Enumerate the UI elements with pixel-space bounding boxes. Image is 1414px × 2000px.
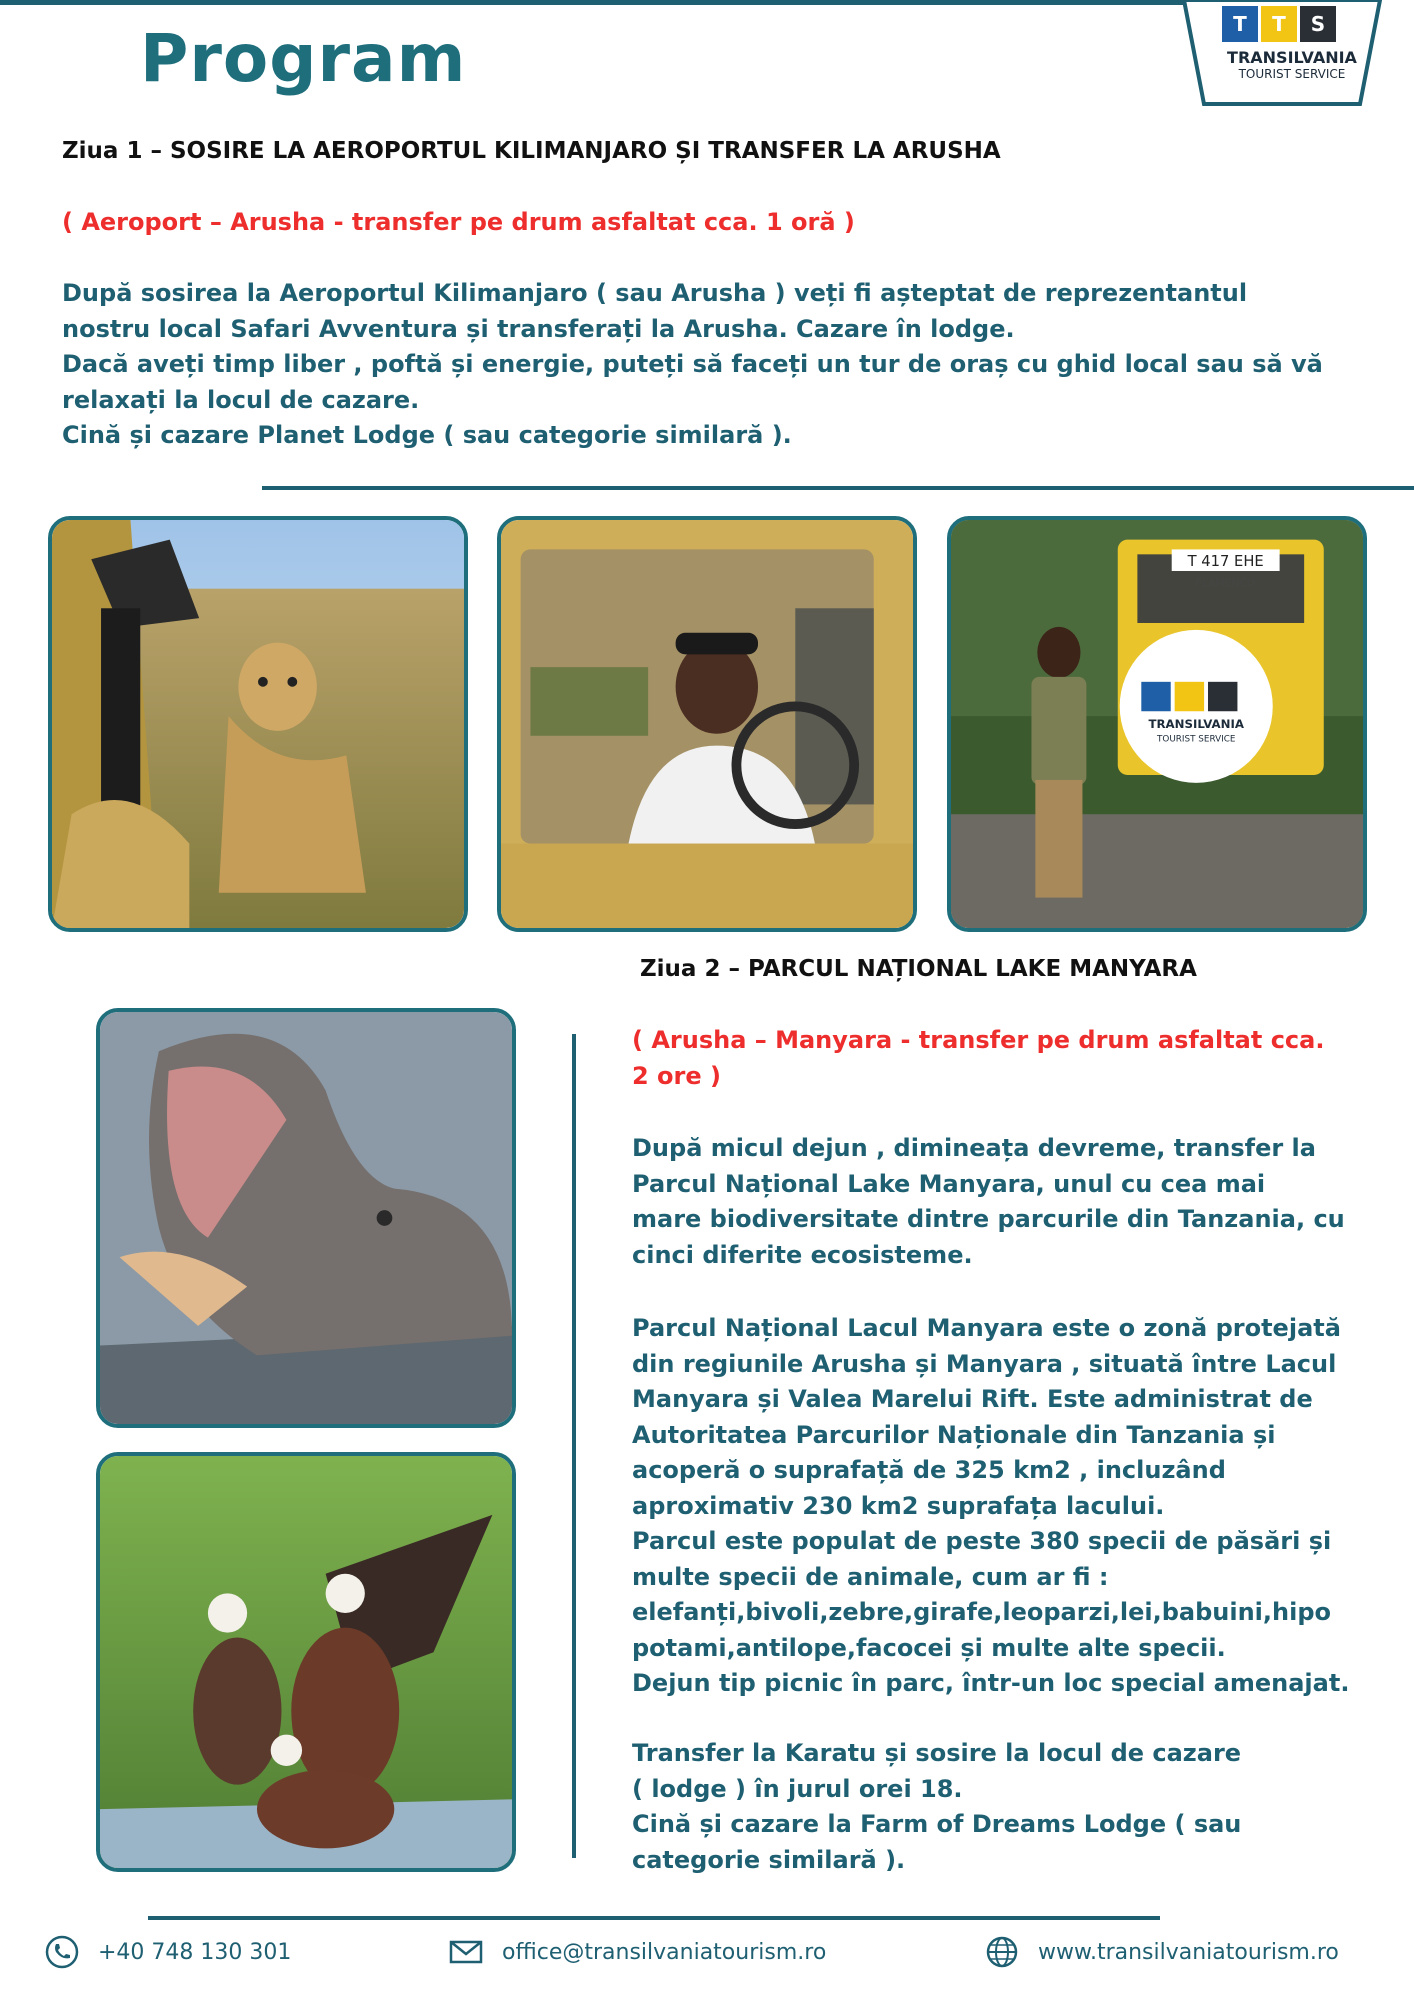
logo-letter-t1: T bbox=[1222, 6, 1258, 42]
day2-paragraph-2: Parcul Național Lacul Manyara este o zonă protejată din regiunile Arusha și Manyara , situată între Lacul Manyara și Valea Marelui Rift. Este administrat de Autoritatea Parcurilor Naționale din Tanzania și acoperă o suprafață de 325 km2 , incluzând aproximativ 230 km2 suprafața lacului. Parcul este populat de peste 380 specii de păsări și multe specii de animale, cum ar fi : elefanți,bivoli,zebre,girafe,leoparzi,lei,babuini,hipo potami,antilope,facocei și multe alte specii. Dejun tip picnic în parc, într-un loc special amenajat. bbox=[632, 1314, 1350, 1697]
phone-number[interactable]: +40 748 130 301 bbox=[98, 1939, 292, 1965]
day2-heading: Ziua 2 – PARCUL NAȚIONAL LAKE MANYARA bbox=[640, 956, 1197, 982]
ducks-photo bbox=[96, 1452, 516, 1872]
page-title: Program bbox=[140, 20, 467, 97]
day2-paragraph-3: Transfer la Karatu și sosire la locul de cazare ( lodge ) în jurul orei 18. Cină și cazare la Farm of Dreams Lodge ( sau categorie similară ). bbox=[632, 1739, 1242, 1874]
day1-heading: Ziua 1 – SOSIRE LA AEROPORTUL KILIMANJARO ȘI TRANSFER LA ARUSHA bbox=[62, 138, 1001, 164]
email-address[interactable]: office@transilvaniatourism.ro bbox=[502, 1939, 827, 1965]
footer-website[interactable] bbox=[984, 1934, 1339, 1970]
cheetah-photo bbox=[48, 516, 468, 932]
vertical-divider bbox=[572, 1034, 576, 1858]
tts-logo bbox=[1182, 0, 1382, 108]
day2-transfer-note: ( Arusha – Manyara - transfer pe drum asfaltat cca. 2 ore ) bbox=[632, 1026, 1325, 1090]
phone-icon bbox=[44, 1934, 80, 1970]
footer-line bbox=[148, 1916, 1160, 1920]
website-url[interactable]: www.transilvaniatourism.ro bbox=[1038, 1939, 1339, 1965]
mail-icon bbox=[448, 1934, 484, 1970]
spare-tire-logo-subtitle: TOURIST SERVICE bbox=[1157, 734, 1236, 745]
divider-line bbox=[262, 486, 1414, 490]
logo-subtitle: TOURIST SERVICE bbox=[1238, 67, 1346, 81]
globe-icon bbox=[984, 1934, 1020, 1970]
logo-letter-t2: T bbox=[1261, 6, 1297, 42]
guide-by-jeep-photo bbox=[947, 516, 1367, 932]
guide-in-vehicle-photo bbox=[497, 516, 917, 932]
day1-transfer-note: ( Aeroport – Arusha - transfer pe drum asfaltat cca. 1 oră ) bbox=[62, 208, 855, 236]
day1-description: După sosirea la Aeroportul Kilimanjaro ( sau Arusha ) veți fi așteptat de reprezentantul nostru local Safari Avventura și transferați la Arusha. Cazare în lodge. Dacă aveți timp liber , poftă și energie, puteți să faceți un tur de oraș cu ghid local sau să vă relaxați la locul de cazare. Cină și cazare Planet Lodge ( sau categorie similară ). bbox=[62, 279, 1323, 449]
logo-name: TRANSILVANIA bbox=[1227, 48, 1357, 67]
day2-paragraph-1: După micul dejun , dimineața devreme, transfer la Parcul Național Lake Manyara, unul cu cea mai mare biodiversitate dintre parcurile din Tanzania, cu cinci diferite ecosisteme. bbox=[632, 1134, 1345, 1269]
spare-tire-logo-name: TRANSILVANIA bbox=[1148, 716, 1245, 731]
footer-email[interactable] bbox=[448, 1934, 826, 1970]
hippo-photo bbox=[96, 1008, 516, 1428]
jeep-plate-text: T 417 EHE bbox=[1187, 553, 1264, 571]
logo-letters bbox=[1222, 6, 1336, 42]
logo-letter-s: S bbox=[1300, 6, 1336, 42]
jeep-brand-text: FLAMENCO bbox=[1195, 576, 1256, 590]
top-border-line bbox=[0, 0, 1190, 5]
footer-phone[interactable] bbox=[44, 1934, 291, 1970]
